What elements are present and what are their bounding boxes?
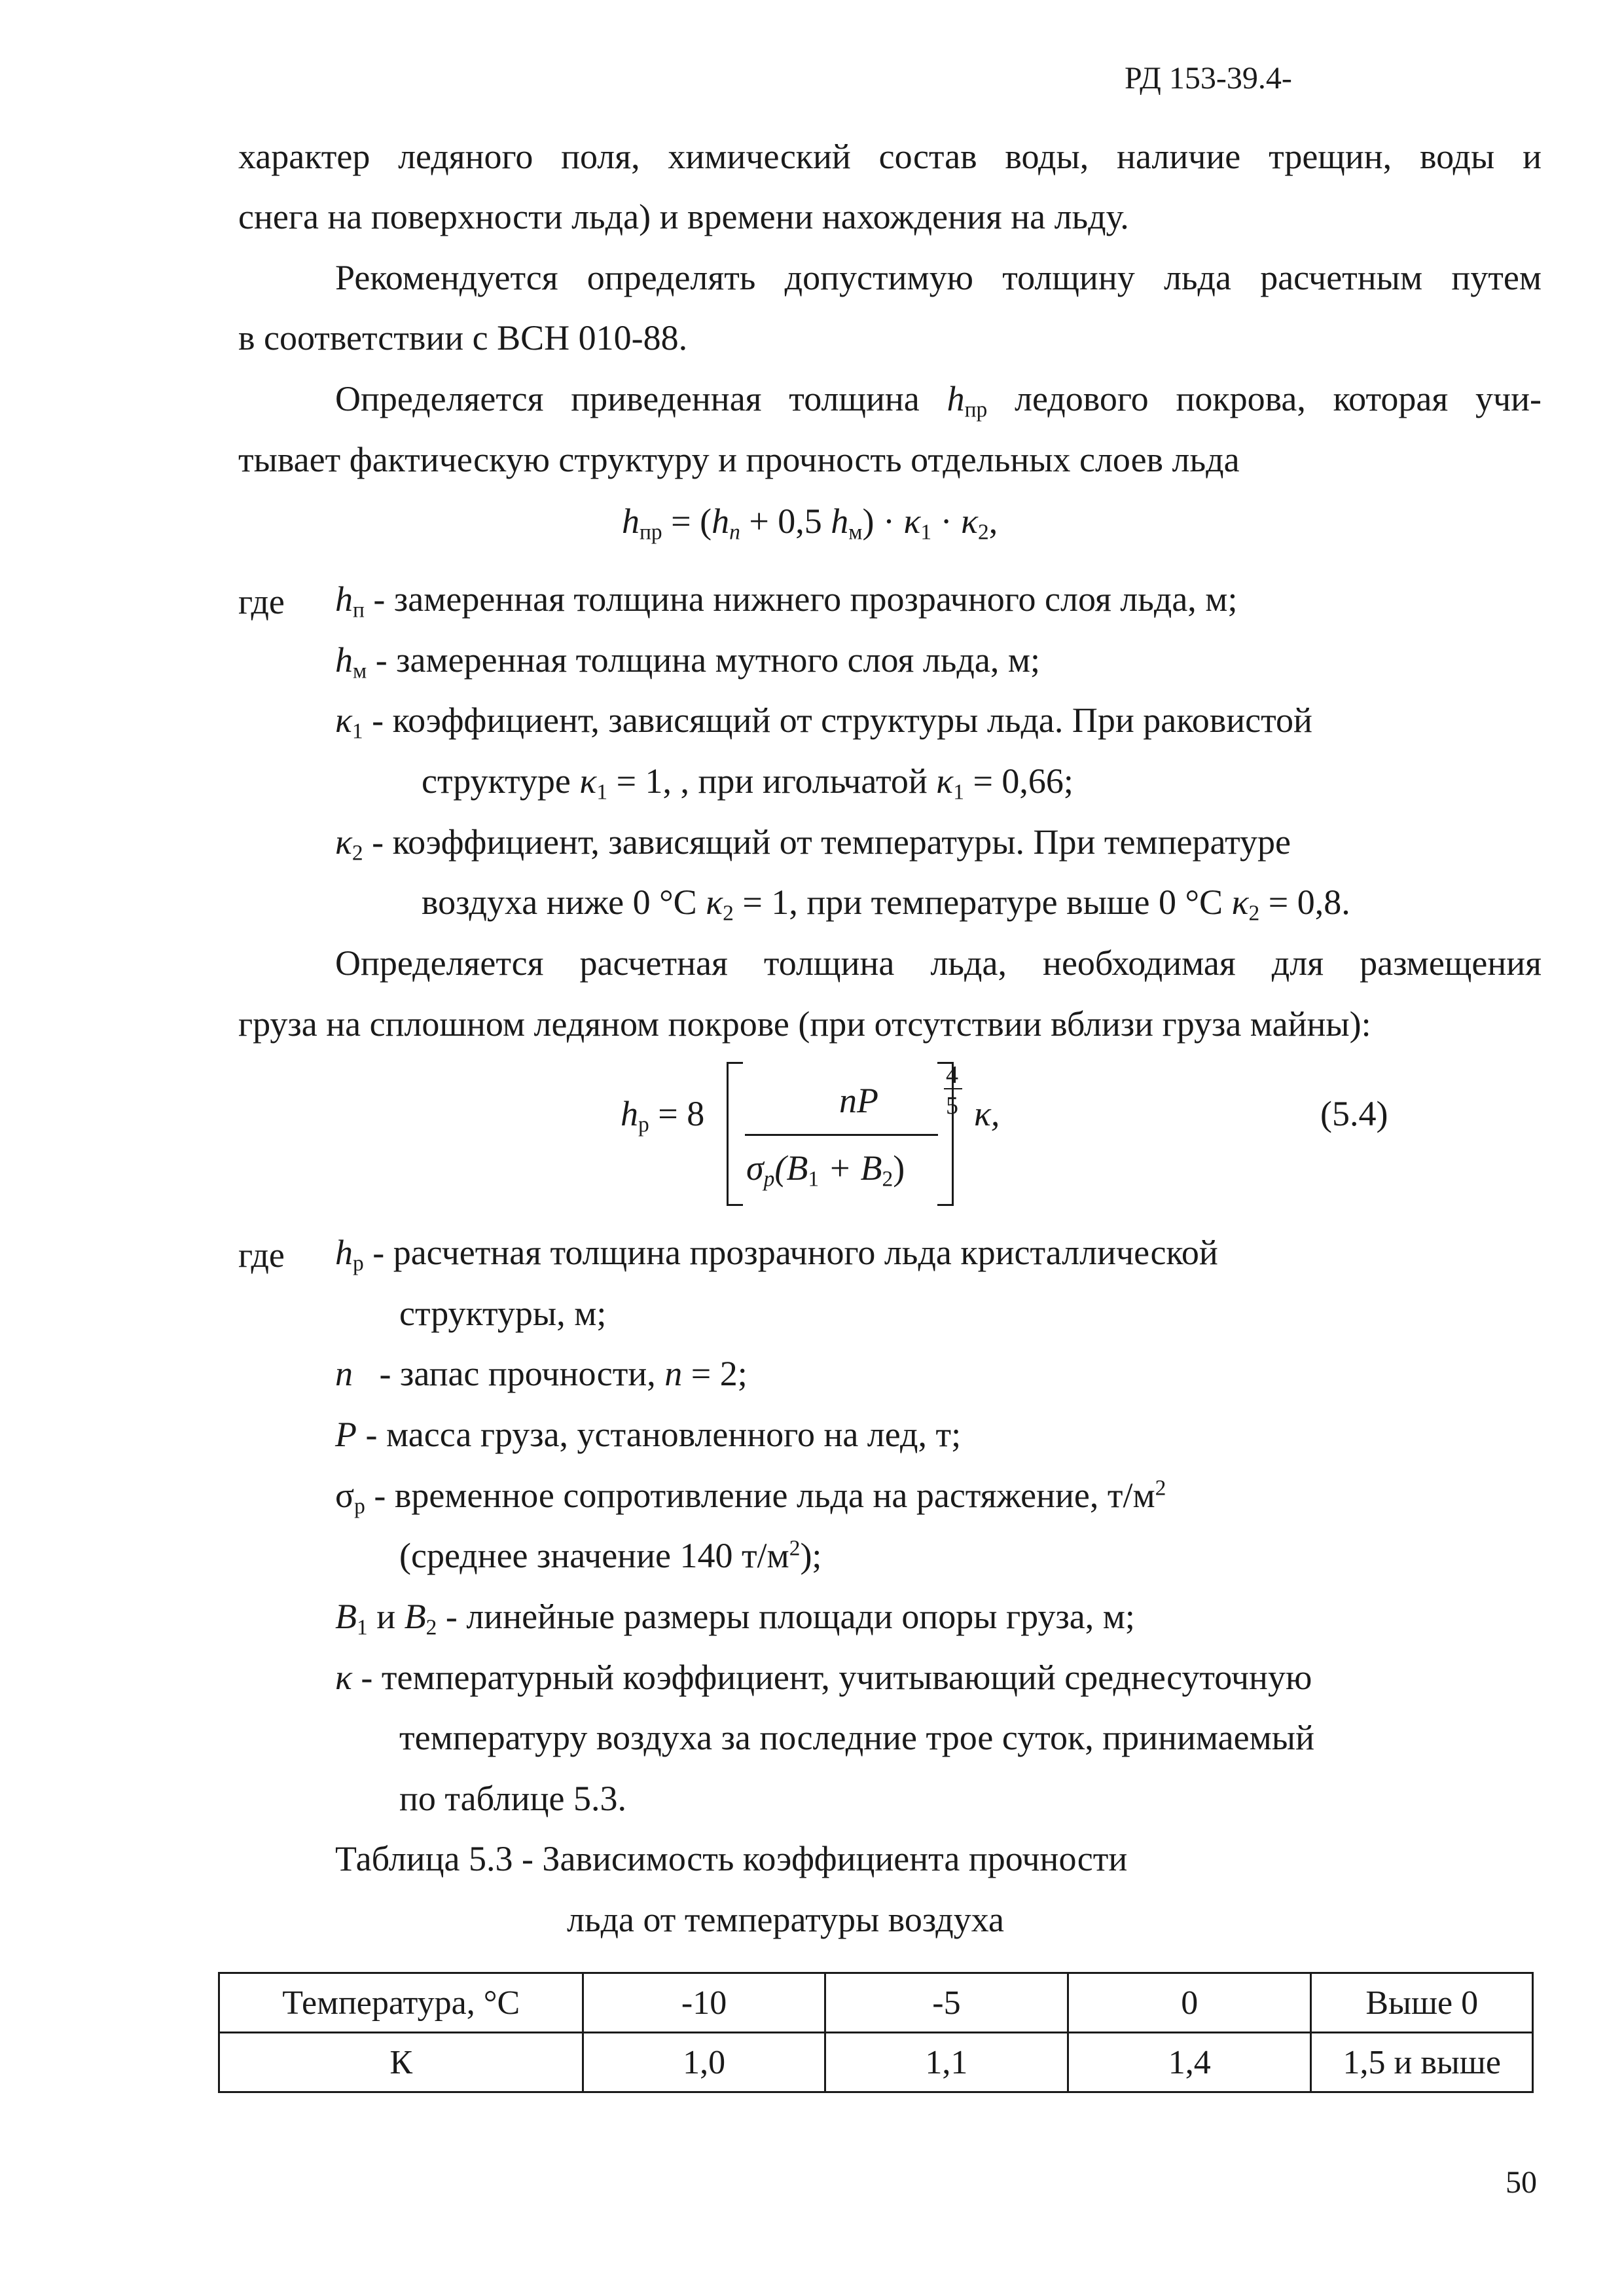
table-cell: 1,4 — [1068, 2033, 1311, 2092]
exponent-line — [944, 1088, 962, 1089]
paragraph-line: Определяется приведенная толщина $h_{пр}$ ледового покрова, которая учи- — [335, 379, 1542, 422]
doc-code: РД 153-39.4- — [1125, 61, 1292, 96]
paragraph-line: груза на сплошном ледяном покрове (при отсутствии вблизи груза майны): — [238, 1004, 1371, 1044]
definition-P: P - масса груза, установленного на лед, т; — [335, 1415, 962, 1454]
definition-hm: $h_м$ - замеренная толщина мутного слоя льда, м; — [335, 640, 1041, 683]
table-cell: Температура, °С — [219, 1973, 583, 2033]
definition-hn: $h_п$ - замеренная толщина нижнего прозрачного слоя льда, м; — [335, 579, 1238, 623]
paragraph-line: тывает фактическую структуру и прочность отдельных слоев льда — [238, 440, 1240, 479]
definition-k1: $\kappa_1$ - коэффициент, зависящий от структуры льда. При раковистой — [335, 701, 1312, 744]
document-page: РД 153-39.4- характер ледяного поля, химический состав воды, наличие трещин, воды и снега на поверхности льда) и времени нахождения на льду. Рекомендуется определять допустимую толщину льда расчетным путем в соответствии с ВСН 010-88. Определяется приведенная толщина $h_{пр}$ ледового покрова, которая учи- тывает фактическую структуру и прочность отдельных слоев льда $h_{пр} = (h_n + 0,5$ $h_м) \cdot \kappa_1 \cdot \kappa_2$, где $h_п$ - замеренная толщина нижнего прозрачного слоя льда, м; $h_м$ - замеренная толщина мутного слоя льда, м; $\kappa_1$ - коэффициент, зависящий от структуры льда. При раковистой структуре $\kappa_1 = 1$, , при игольчатой $\kappa_1 = 0,66$; $\kappa_2$ - коэффициент, зависящий от температуры. При температуре воздуха ниже 0 °С $\kappa_2 = 1$, при температуре выше 0 °С $\kappa_2 = 0,8$. Определяется расчетная толщина льда, необходимая для размещения груза на сплошном ледяном покрове (при отсутствии вблизи груза майны): $h_р = 8$ nP $\sigma_p(B_1 + B_2)$ 4 5 κ, (5.4) где $h_р$ - расчетная толщина прозрачного льда кристаллической структуры, м; n - запас прочности, n = 2; P - масса груза, установленного на лед, т; $\sigma_р$ - временное сопротивление льда на растяжение, $т/м^2$ (среднее значение 140 $т/м^2$); $B_1$ и $B_2$ - линейные размеры площади опоры груза, м; κ - температурный коэффициент, учитывающий среднесуточную температуру воздуха за последние трое суток, принимаемый по таблице 5.3. Таблица 5.3 - Зависимость коэффициента прочности льда от температуры воздуха Температура, °С -10 -5 0 Выше 0 К 1,0 1,1 1,4 1,5 и выше 50 — [0, 0, 1624, 2296]
page-number: 50 — [1506, 2165, 1537, 2200]
definition-n: n - запас прочности, n = 2; — [335, 1354, 748, 1393]
paragraph-line: Определяется расчетная толщина льда, необходимая для размещения — [335, 943, 1542, 983]
fraction-numerator: nP — [839, 1081, 878, 1120]
fraction-line — [745, 1134, 938, 1136]
definition-k2-cont: воздуха ниже 0 °С $\kappa_2 = 1$, при температуре выше 0 °С $\kappa_2 = 0,8$. — [422, 883, 1350, 926]
exponent-denominator: 5 — [946, 1092, 958, 1120]
definition-sigma-cont: (среднее значение 140 $т/м^2$); — [399, 1536, 822, 1575]
definition-k-cont: температуру воздуха за последние трое суток, принимаемый — [399, 1718, 1314, 1757]
table-cell: 1,5 и выше — [1311, 2033, 1533, 2092]
where-label: где — [238, 582, 285, 621]
equation-number: (5.4) — [1320, 1094, 1388, 1133]
definition-k-cont: по таблице 5.3. — [399, 1779, 626, 1818]
table-cell: -5 — [825, 1973, 1068, 2033]
left-bracket — [727, 1062, 743, 1206]
definition-B: $B_1$ и $B_2$ - линейные размеры площади опоры груза, м; — [335, 1597, 1135, 1640]
paragraph-line: Рекомендуется определять допустимую толщину льда расчетным путем — [335, 258, 1542, 297]
table-cell: К — [219, 2033, 583, 2092]
table-cell: 0 — [1068, 1973, 1311, 2033]
table-cell: 1,1 — [825, 2033, 1068, 2092]
formula-reduced-thickness: $h_{пр} = (h_n + 0,5$ $h_м) \cdot \kappa_1 \cdot \kappa_2$, — [622, 501, 998, 545]
definition-k1-cont: структуре $\kappa_1 = 1$, , при игольчатой $\kappa_1 = 0,66$; — [422, 761, 1074, 805]
table-caption: льда от температуры воздуха — [567, 1900, 1004, 1939]
definition-k: κ - температурный коэффициент, учитывающий среднесуточную — [335, 1658, 1312, 1697]
table-cell: Выше 0 — [1311, 1973, 1533, 2033]
table-header-row — [219, 1973, 1533, 2033]
where-label: где — [238, 1235, 285, 1275]
table-cell: 1,0 — [583, 2033, 825, 2092]
table-cell: -10 — [583, 1973, 825, 2033]
paragraph-line: в соответствии с ВСН 010-88. — [238, 318, 688, 357]
coefficient-table — [218, 1972, 1534, 2093]
table-row — [219, 2033, 1533, 2092]
exponent-numerator: 4 — [946, 1061, 958, 1089]
definition-sigma: $\sigma_р$ - временное сопротивление льда на растяжение, $т/м^2$ — [335, 1476, 1166, 1519]
kappa-factor: κ, — [974, 1094, 1000, 1133]
fraction-denominator: $\sigma_p(B_1 + B_2)$ — [746, 1148, 905, 1192]
paragraph-line: снега на поверхности льда) и времени нахождения на льду. — [238, 197, 1129, 236]
definition-hp-cont: структуры, м; — [399, 1294, 607, 1333]
table-caption: Таблица 5.3 - Зависимость коэффициента прочности — [335, 1839, 1128, 1878]
paragraph-line: характер ледяного поля, химический состав воды, наличие трещин, воды и — [238, 137, 1542, 176]
definition-hp: $h_р$ - расчетная толщина прозрачного льда кристаллической — [335, 1233, 1218, 1276]
definition-k2: $\kappa_2$ - коэффициент, зависящий от температуры. При температуре — [335, 822, 1291, 866]
